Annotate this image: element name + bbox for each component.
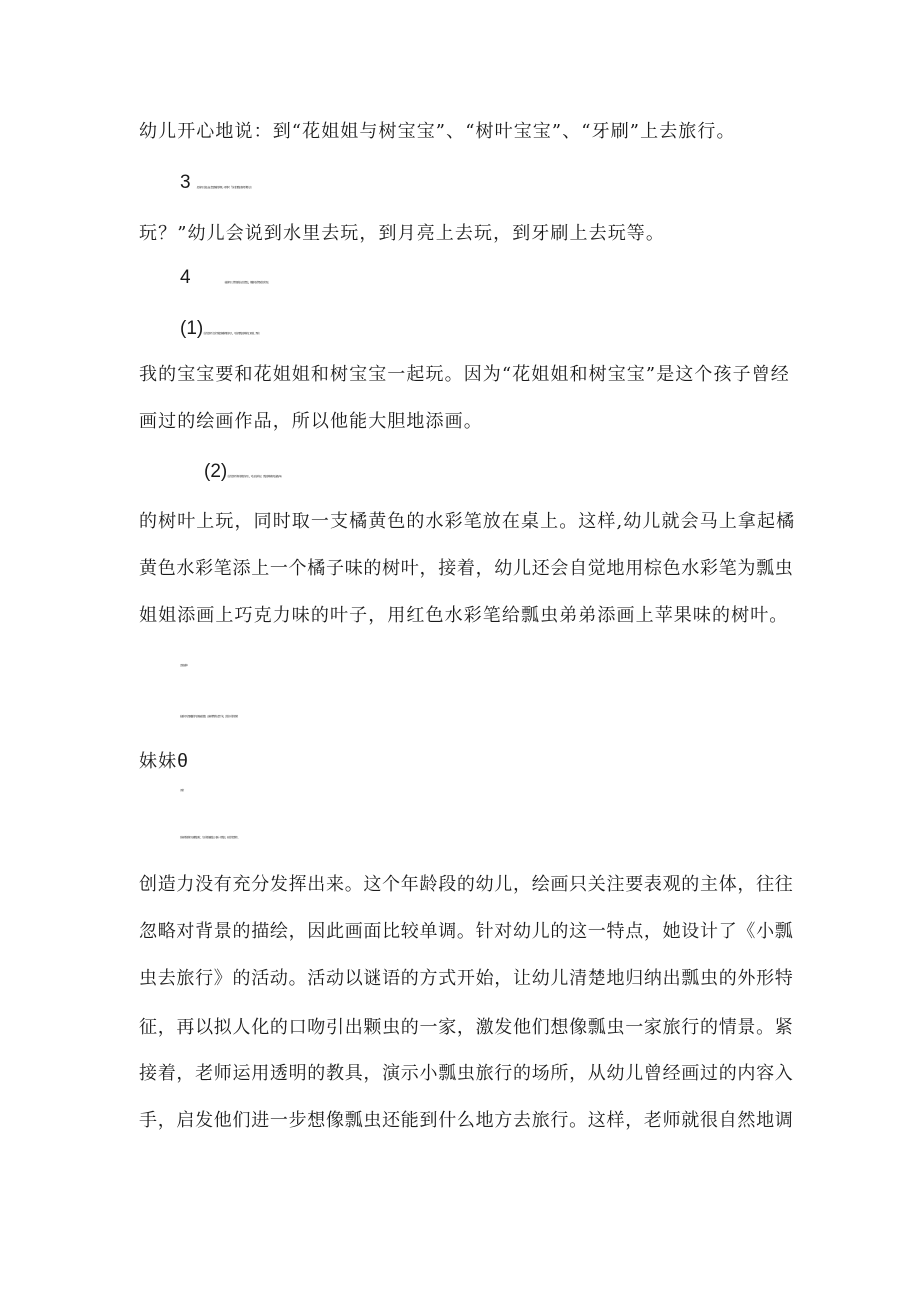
line-text: 的树叶上玩，同时取一支橘黄色的水彩笔放在桌上。这样,幼儿就会马上拿起橘 — [139, 511, 796, 532]
text-line — [139, 967, 799, 991]
text-line — [139, 363, 799, 387]
text-line — [139, 510, 799, 534]
sub-item-1 — [180, 317, 840, 346]
line-text: 姐姐添画上巧克力味的叶子，用红色水彩笔给瓢虫弟弟添画上苹果味的树叶。 — [139, 605, 789, 626]
line-text: 征，再以拟人化的口吻引出颗虫的一家，激发他们想像瓢虫一家旅行的情景。紧 — [139, 1017, 794, 1038]
list-number: 4 — [180, 267, 191, 288]
text-line — [180, 705, 840, 729]
text-line — [139, 120, 799, 144]
heading-text: 评析 — [180, 789, 184, 792]
section-heading-extension — [180, 654, 840, 678]
text-line — [139, 222, 799, 246]
line-text: 玩？”幼儿会说到水里去玩，到月亮上去玩，到牙刷上去玩等。 — [139, 223, 665, 244]
line-text: 妹妹 — [139, 751, 178, 772]
line-text: 忽略对背景的描绘，因此画面比较单调。针对幼儿的这一特点，她设计了《小瓢 — [139, 921, 794, 942]
section-heading-review — [180, 779, 840, 803]
line-text: .启发幼儿说出自己想添画的背景。幼师问：“你们的瓢虫喜欢到哪儿去 — [196, 186, 252, 189]
text-line — [139, 1109, 799, 1133]
sub-item-2 — [204, 460, 864, 489]
list-item-4 — [180, 266, 840, 295]
list-item-3 — [180, 171, 840, 200]
text-line — [139, 873, 799, 897]
line-text: 接着，老师运用透明的教具，演示小瓢虫旅行的场所，从幼儿曾经画过的内容入 — [139, 1063, 794, 1084]
line-text: .鼓励幼儿大胆表现自己的想法，根据实际情况给予指导。 — [224, 281, 270, 284]
line-text: 画过的绘画作品，所以他能大胆地添画。 — [139, 411, 483, 432]
line-text: 重点指导不会或不敢添画背景的幼儿。可以用瓢虫妈妈的口吻说，我和 — [203, 332, 260, 335]
text-line — [139, 557, 799, 581]
text-line — [139, 604, 799, 628]
trailing-symbol: θ — [177, 751, 188, 772]
sub-item-number: (1) — [180, 318, 204, 339]
line-text: 黄色水彩笔添上一个橘子味的树叶，接着，幼儿还会自觉地用棕色水彩笔为瓢虫 — [139, 558, 794, 579]
list-number: 3 — [180, 172, 191, 193]
text-line — [139, 1016, 799, 1040]
text-line — [139, 410, 799, 434]
line-text: 虫去旅行》的活动。活动以谜语的方式开始，让幼儿清楚地归纳出瓢虫的外形特 — [139, 968, 794, 989]
sub-item-number: (2) — [204, 461, 228, 482]
line-text: 重点指导不喜欢换色的幼儿。可以告诉孩子，瓢虫妈妈喜欢在橘子味 — [227, 475, 282, 478]
heading-text: 活动延伸 — [180, 664, 188, 667]
text-line — [139, 1062, 799, 1086]
text-line — [139, 750, 799, 774]
line-text: 手，启发他们进一步想像瓢虫还能到什么地方去旅行。这样，老师就很自然地调 — [139, 1110, 794, 1131]
text-line — [180, 826, 840, 850]
line-text: 张老师发现幼儿画瓢虫时，几乎张张画面上只画一只瓢虫，他们的想像力、 — [180, 836, 240, 839]
line-text: 幼儿开心地说：到“花姐姐与树宝宝”、“树叶宝宝”、“牙刷”上去旅行。 — [139, 121, 736, 142]
text-line — [139, 920, 799, 944]
line-text: 鼓励幼儿把画面的内容编成故事，由老师帮助记录下来，送给小班的弟弟 — [180, 715, 238, 718]
line-text: 我的宝宝要和花姐姐和树宝宝一起玩。因为“花姐姐和树宝宝”是这个孩子曾经 — [139, 364, 790, 385]
line-text: 创造力没有充分发挥出来。这个年龄段的幼儿，绘画只关注要表观的主体，往往 — [139, 874, 794, 895]
